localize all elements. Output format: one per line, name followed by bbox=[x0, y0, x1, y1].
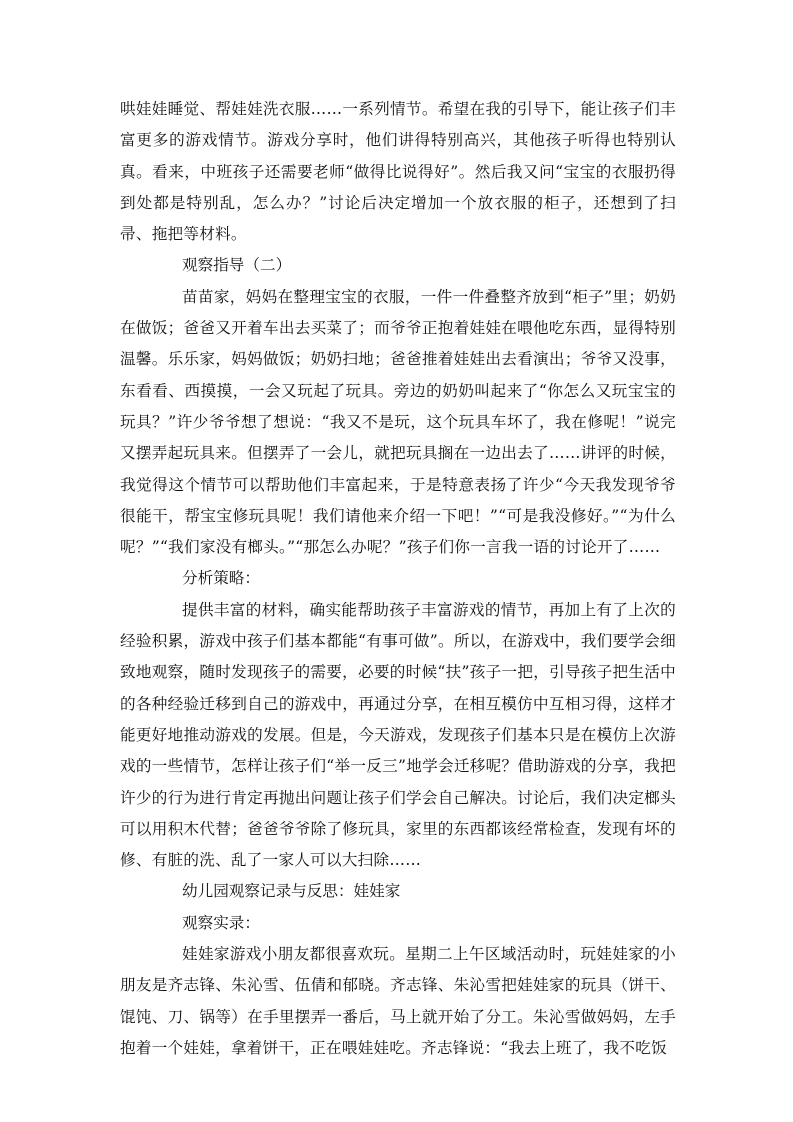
document-body bbox=[120, 94, 676, 1064]
section-heading-analysis-strategy: 分析策略： bbox=[182, 569, 260, 588]
section-heading-observation-record: 观察实录： bbox=[182, 913, 260, 932]
paragraph-analysis-strategy: 提供丰富的材料，确实能帮助孩子丰富游戏的情节，再加上有了上次的经验积累，游戏中孩子们基本都能“有事可做”。所以，在游戏中，我们要学会细致地观察，随时发现孩子的需要，必要的时候“扶”孩子一把，引导孩子把生活中的各种经验迁移到自己的游戏中，再通过分享，在相互模仿中互相习得，这样才能更好地推动游戏的发展。但是，今天游戏，发现孩子们基本只是在模仿上次游戏的一些情节，怎样让孩子们“举一反三”地学会迁移呢？借助游戏的分享，我把许少的行为进行肯定再抛出问题让孩子们学会自己解决。讨论后，我们决定榔头可以用积木代替；爸爸爷爷除了修玩具，家里的东西都该经常检查，发现有坏的修、有脏的洗、乱了一家人可以大扫除…… bbox=[120, 600, 676, 870]
paragraph-observation-record: 娃娃家游戏小朋友都很喜欢玩。星期二上午区域活动时，玩娃娃家的小朋友是齐志锋、朱沁雪、伍倩和郁晓。齐志锋、朱沁雪把娃娃家的玩具（饼干、馄饨、刀、锅等）在手里摆弄一番后，马上就开始了分工。朱沁雪做妈妈，左手抱着一个娃娃，拿着饼干，正在喂娃娃吃。齐志锋说：“我去上班了，我不吃饭 bbox=[120, 945, 676, 1057]
paragraph-continuation: 哄娃娃睡觉、帮娃娃洗衣服……一系列情节。希望在我的引导下，能让孩子们丰富更多的游戏情节。游戏分享时，他们讲得特别高兴，其他孩子听得也特别认真。看来，中班孩子还需要老师“做得比说得好”。然后我又问“宝宝的衣服扔得到处都是特别乱，怎么办？”讨论后决定增加一个放衣服的柜子，还想到了扫帚、拖把等材料。 bbox=[120, 100, 676, 244]
paragraph-observation-guidance-2: 苗苗家，妈妈在整理宝宝的衣服，一件一件叠整齐放到“柜子”里；奶奶在做饭；爸爸又开着车出去买菜了；而爷爷正抱着娃娃在喂他吃东西，显得特别温馨。乐乐家，妈妈做饭；奶奶扫地；爸爸推着娃娃出去看演出；爷爷又没事，东看看、西摸摸，一会又玩起了玩具。旁边的奶奶叫起来了“你怎么又玩宝宝的玩具？”许少爷爷想了想说：“我又不是玩，这个玩具车坏了，我在修呢！”说完又摆弄起玩具来。但摆弄了一会儿，就把玩具搁在一边出去了……讲评的时候，我觉得这个情节可以帮助他们丰富起来，于是特意表扬了许少“今天我发现爷爷很能干，帮宝宝修玩具呢！我们请他来介绍一下吧！”“可是我没修好。”“为什么呢？”“我们家没有榔头。”“那怎么办呢？”孩子们你一言我一语的讨论开了…… bbox=[120, 287, 676, 557]
section-heading-record-title: 幼儿园观察记录与反思：娃娃家 bbox=[182, 882, 401, 901]
section-heading-observation-guidance-2: 观察指导（二） bbox=[182, 256, 292, 275]
